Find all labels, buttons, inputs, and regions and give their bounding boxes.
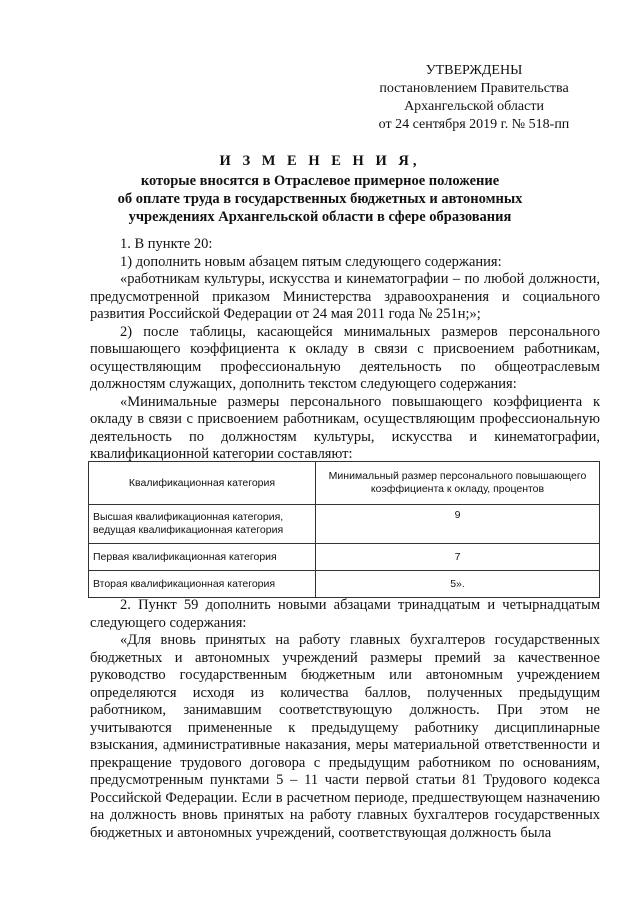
section-2 (90, 597, 600, 842)
title-line-3: учреждениях Архангельской области в сфере образования (128, 209, 512, 225)
table-cell-value: 5». (316, 571, 600, 598)
table-row (89, 544, 600, 571)
table-header-category: Квалификационная категория (89, 462, 316, 505)
table-cell-category: Высшая квалификационная категория, ведущая квалификационная категория (89, 505, 316, 544)
paragraph: 2. Пункт 59 дополнить новыми абзацами тринадцатым и четырнадцатым следующего содержания: (90, 597, 600, 631)
title-line-1: которые вносятся в Отраслевое примерное положение (140, 173, 500, 189)
approved-line-4: от 24 сентября 2019 г. № 518-пп (378, 117, 570, 132)
section-1 (90, 236, 600, 464)
paragraph: 1. В пункте 20: (120, 236, 213, 252)
qualification-table (88, 461, 600, 598)
table-cell-value: 7 (316, 544, 600, 571)
paragraph: «Минимальные размеры персонального повышающего коэффициента к окладу в связи с присвоением работникам, осуществляющим профессиональную деятельность по должностям культуры, искусства и кинематографии, квалификационной категории составляют: (90, 393, 600, 462)
table-cell-value: 9 (316, 505, 600, 544)
title-heading: И З М Е Н Е Н И Я, (219, 153, 421, 169)
table-row (89, 505, 600, 544)
table-cell-category: Вторая квалификационная категория (89, 571, 316, 598)
table-row (89, 571, 600, 598)
approval-stamp (360, 62, 588, 134)
document-title (60, 152, 580, 226)
approved-line-1: УТВЕРЖДЕНЫ (425, 63, 523, 78)
paragraph: «работникам культуры, искусства и кинематографии – по любой должности, предусмотренной приказом Министерства здравоохранения и социального развития Российской Федерации от 24 мая 2011 года № 251н;»; (90, 271, 600, 322)
table-cell-category: Первая квалификационная категория (89, 544, 316, 571)
table-header-value: Минимальный размер персонального повышающего коэффициента к окладу, процентов (316, 462, 600, 505)
title-line-2: об оплате труда в государственных бюджетных и автономных (117, 191, 523, 207)
approved-line-3: Архангельской области (404, 99, 544, 114)
approved-line-2: постановлением Правительства (379, 81, 569, 96)
table-header-row (89, 462, 600, 505)
paragraph: 1) дополнить новым абзацем пятым следующего содержания: (120, 253, 502, 270)
paragraph: «Для вновь принятых на работу главных бухгалтеров государственных бюджетных и автономных учреждений размеры премий за качественное руководство государственным бюджетным или автономным учреждением определяются исходя из количества баллов, полученных предыдущим работником, занимавшим соответствующую должность. При этом не учитываются примененные к предыдущему работнику дисциплинарные взыскания, административные наказания, меры материальной ответственности и прекращение трудового договора с предыдущим работником по основаниям, предусмотренным пунктами 5 – 11 части первой статьи 81 Трудового кодекса Российской Федерации. Если в расчетном периоде, предшествующем назначению на должность вновь принятых на работу главных бухгалтеров государственных бюджетных и автономных учреждений, соответствующая должность была (90, 632, 600, 841)
paragraph: 2) после таблицы, касающейся минимальных размеров персонального повышающего коэффициента к окладу в связи с присвоением работникам, осуществляющим профессиональную деятельность по общеотраслевым должностям служащих, дополнить текстом следующего содержания: (90, 323, 600, 392)
